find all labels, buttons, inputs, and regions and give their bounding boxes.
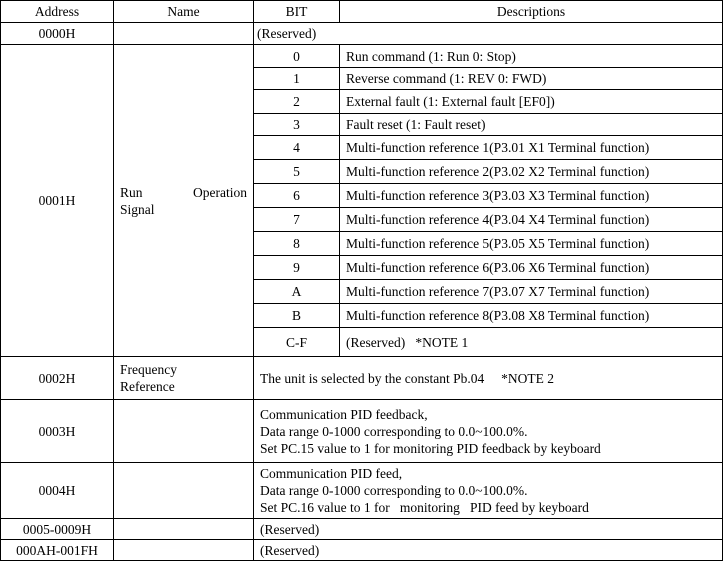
description-cell: Multi-function reference 8(P3.08 X8 Terminal function) [340, 304, 723, 328]
description-cell [254, 463, 723, 519]
name-cell [114, 463, 254, 519]
name-cell [114, 400, 254, 463]
table-row [1, 45, 723, 68]
description-cell: Multi-function reference 2(P3.02 X2 Terminal function) [340, 160, 723, 184]
address-cell: 0000H [1, 23, 114, 45]
table-row [1, 23, 723, 45]
bit-cell: 8 [254, 232, 340, 256]
bit-cell: C-F [254, 328, 340, 357]
bit-cell: 6 [254, 184, 340, 208]
description-cell: (Reserved) *NOTE 1 [340, 328, 723, 357]
bit-cell: 9 [254, 256, 340, 280]
name-cell [114, 519, 254, 540]
header-name: Name [114, 1, 254, 23]
table-row [1, 519, 723, 540]
description-cell: Multi-function reference 4(P3.04 X4 Terminal function) [340, 208, 723, 232]
name-line-2: Reference [120, 379, 175, 394]
description-line-2: Data range 0-1000 corresponding to 0.0~100.0%. [260, 423, 528, 439]
bit-cell: 7 [254, 208, 340, 232]
name-cell [114, 23, 254, 45]
address-cell: 000AH-001FH [1, 540, 114, 561]
bit-cell: 2 [254, 90, 340, 114]
bit-cell: 5 [254, 160, 340, 184]
name-cell [114, 357, 254, 400]
name-cell [114, 45, 254, 357]
description-line-3: Set PC.16 value to 1 for monitoring PID feed by keyboard [260, 500, 589, 515]
bit-cell: 4 [254, 136, 340, 160]
table-row [1, 540, 723, 561]
description-cell: Run command (1: Run 0: Stop) [340, 45, 723, 68]
bit-cell: 1 [254, 68, 340, 90]
table-header-row [1, 1, 723, 23]
bit-cell: 0 [254, 45, 340, 68]
name-cell [114, 540, 254, 561]
description-cell: Multi-function reference 7(P3.07 X7 Terminal function) [340, 280, 723, 304]
description-cell: (Reserved) [254, 540, 723, 561]
address-cell: 0004H [1, 463, 114, 519]
name-word-operation: Operation [193, 184, 247, 200]
description-cell: Multi-function reference 3(P3.03 X3 Terminal function) [340, 184, 723, 208]
description-line-1: Communication PID feed, [260, 466, 403, 481]
bit-cell: 3 [254, 114, 340, 136]
description-cell: Fault reset (1: Fault reset) [340, 114, 723, 136]
header-bit: BIT [254, 1, 340, 23]
description-line-2: Data range 0-1000 corresponding to 0.0~100.0%. [260, 483, 528, 498]
description-cell [254, 400, 723, 463]
name-word-run: Run [120, 184, 143, 200]
header-descriptions: Descriptions [340, 1, 723, 23]
description-cell: (Reserved) [254, 519, 723, 540]
table-row [1, 357, 723, 400]
description-cell: Multi-function reference 5(P3.05 X5 Terminal function) [340, 232, 723, 256]
description-line-1: Communication PID feedback, [260, 406, 428, 422]
bit-cell: B [254, 304, 340, 328]
description-cell: (Reserved) [254, 23, 723, 45]
table-row [1, 400, 723, 463]
description-cell: Multi-function reference 6(P3.06 X6 Terminal function) [340, 256, 723, 280]
name-line-1 [120, 184, 247, 201]
header-address: Address [1, 1, 114, 23]
description-cell: Reverse command (1: REV 0: FWD) [340, 68, 723, 90]
description-cell: Multi-function reference 1(P3.01 X1 Terminal function) [340, 136, 723, 160]
bit-cell: A [254, 280, 340, 304]
name-line-2: Signal [120, 201, 155, 217]
description-cell: External fault (1: External fault [EF0]) [340, 90, 723, 114]
description-cell: The unit is selected by the constant Pb.04 *NOTE 2 [254, 357, 723, 400]
address-cell: 0001H [1, 45, 114, 357]
address-cell: 0003H [1, 400, 114, 463]
name-line-1: Frequency [120, 362, 177, 377]
address-cell: 0005-0009H [1, 519, 114, 540]
address-cell: 0002H [1, 357, 114, 400]
description-line-3: Set PC.15 value to 1 for monitoring PID feedback by keyboard [260, 440, 601, 456]
table-row [1, 463, 723, 519]
